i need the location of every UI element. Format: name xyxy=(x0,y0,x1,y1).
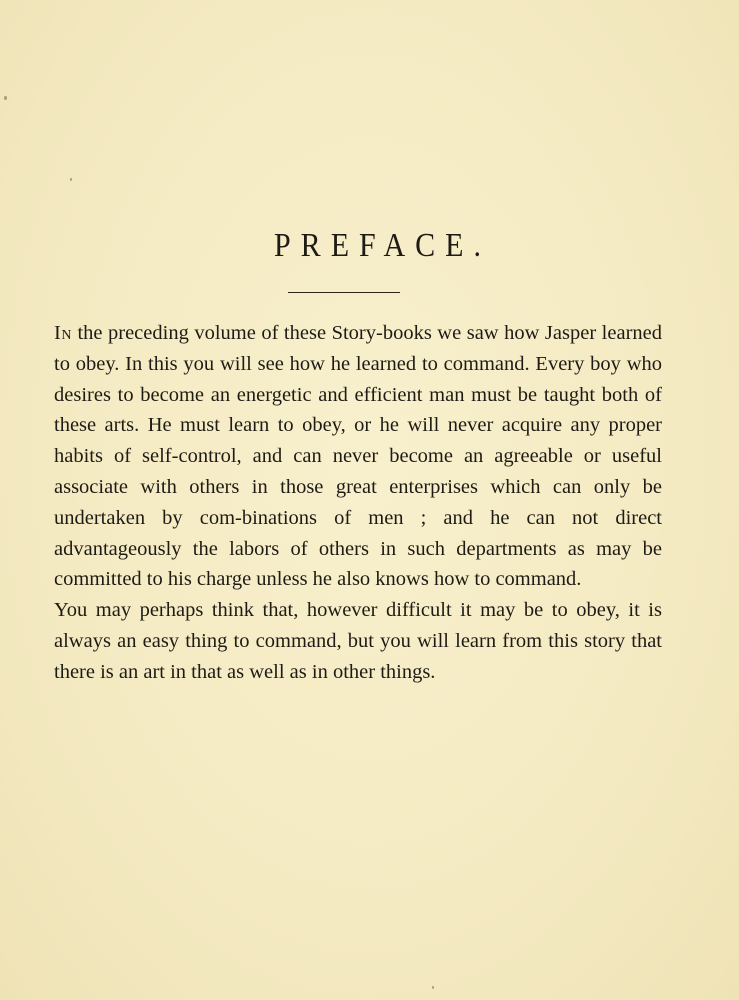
paragraph-text: the preceding volume of these Story-books we saw how Jasper learned to obey. In this you will see how he learned to command. Every boy who desires to become an energetic and efficient man must be taught both of these arts. He must learn to obey, or he will never acquire any proper habits of self-control, and can never become an agreeable or useful associate with others in those great enterprises which can only be undertaken by com-binations of men ; and he can not direct advantageously the labors of others in such departments as may be committed to his charge unless he also knows how to command. xyxy=(54,322,662,591)
paragraph-text: You may perhaps think that, however difficult it may be to obey, it is always an easy thing to command, but you will learn from this story that there is an art in that as well as in other things. xyxy=(54,599,662,683)
paragraph-1 xyxy=(54,318,662,595)
paper-speck xyxy=(70,178,72,181)
paragraph-2 xyxy=(54,595,662,687)
paper-speck xyxy=(432,986,434,989)
preface-body xyxy=(54,318,662,688)
paper-speck xyxy=(4,96,7,100)
page-title: PREFACE. xyxy=(274,226,491,264)
paragraph-lead-word: In xyxy=(54,322,72,344)
title-divider xyxy=(288,292,400,293)
